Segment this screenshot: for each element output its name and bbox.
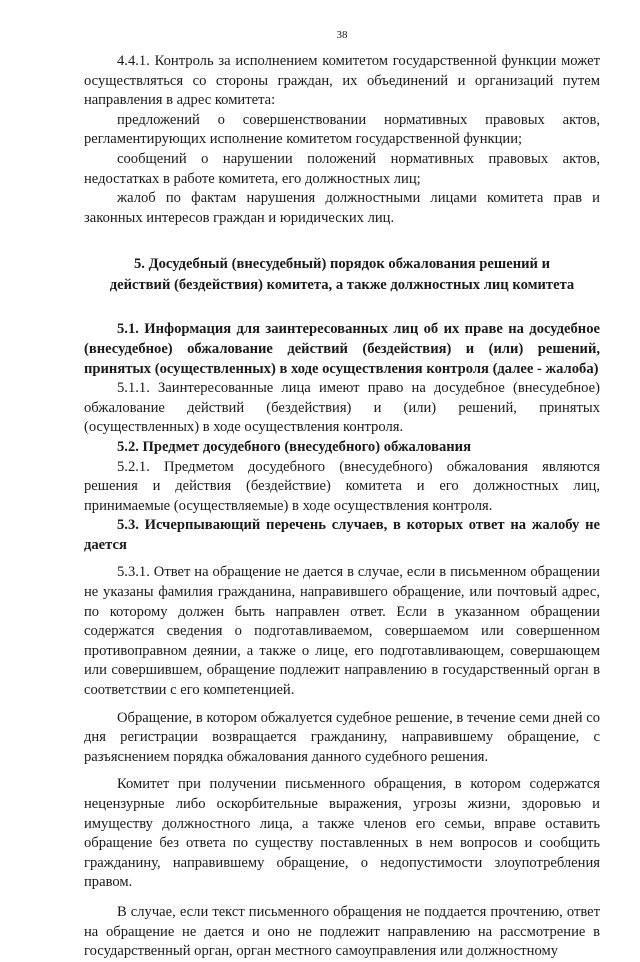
- paragraph-court-decision: Обращение, в котором обжалуется судебное решение, в течение семи дней со дня регистрации возвращается гражданину, направившему обращение, с разъяснением порядка обжалования данного судебного решения.: [84, 709, 600, 765]
- section-5-title-line-2: действий (бездействия) комитета, а также должностных лиц комитета: [109, 277, 575, 294]
- subsection-5-1-heading: 5.1. Информация для заинтересованных лиц об их праве на досудебное (внесудебное) обжалование действий (бездействия) и (или) решений, принятых (осуществленных) в ходе осуществления контроля (далее - жалоба): [84, 321, 600, 377]
- paragraph-4-4-1: 4.4.1. Контроль за исполнением комитетом государственной функции может осуществляться со стороны граждан, их объединений и организаций путем направления в адрес комитета:: [84, 53, 600, 109]
- list-item: жалоб по фактам нарушения должностными лицами комитета прав и законных интересов граждан и юридических лиц.: [84, 190, 600, 226]
- paragraph-5-2-1: 5.2.1. Предметом досудебного (внесудебного) обжалования являются решения и действия (бездействие) комитета и его должностных лиц, принимаемые (осуществляемые) в ходе осуществления контроля.: [84, 458, 600, 514]
- paragraph-5-3-1: 5.3.1. Ответ на обращение не дается в случае, если в письменном обращении не указаны фамилия гражданина, направившего обращение, или почтовый адрес, по которому должен быть направлен ответ. Если в указанном обращении содержатся сведения о подготавливаемом, совершаемом или совершенном противоправном деянии, а также о лице, его подготавливающем, совершающем или совершившем, обращение подлежит направлению в государственный орган в соответствии с его компетенцией.: [84, 564, 600, 699]
- section-5-title: [84, 254, 600, 296]
- list-item: предложений о совершенствовании нормативных правовых актов, регламентирующих исполнение комитетом государственной функции;: [84, 111, 600, 148]
- paragraph-offensive-appeal: Комитет при получении письменного обращения, в котором содержатся нецензурные либо оскорбительные выражения, угрозы жизни, здоровью и имуществу должностного лица, а также членов его семьи, вправе оставить обращение без ответа по существу поставленных в нем вопросов и сообщить гражданину, направившему обращение, о недопустимости злоупотребления правом.: [84, 776, 600, 891]
- subsection-5-2-heading: 5.2. Предмет досудебного (внесудебного) обжалования: [117, 438, 471, 455]
- list-item: сообщений о нарушении положений нормативных правовых актов, недостатках в работе комитета, его должностных лиц;: [84, 150, 600, 187]
- section-5-title-line-1: 5. Досудебный (внесудебный) порядок обжалования решений и: [134, 256, 550, 273]
- page-number: 38: [336, 29, 348, 41]
- subsection-5-3-heading: 5.3. Исчерпывающий перечень случаев, в которых ответ на жалобу не дается: [84, 517, 600, 553]
- paragraph-unreadable-text: В случае, если текст письменного обращения не поддается прочтению, ответ на обращение не дается и оно не подлежит направлению на рассмотрение в государственный орган, орган местного самоуправления или должностному: [84, 903, 600, 960]
- paragraph-5-1-1: 5.1.1. Заинтересованные лица имеют право на досудебное (внесудебное) обжалование действий (бездействия) и (или) решений, принятых (осуществленных) в ходе осуществления контроля.: [84, 380, 600, 436]
